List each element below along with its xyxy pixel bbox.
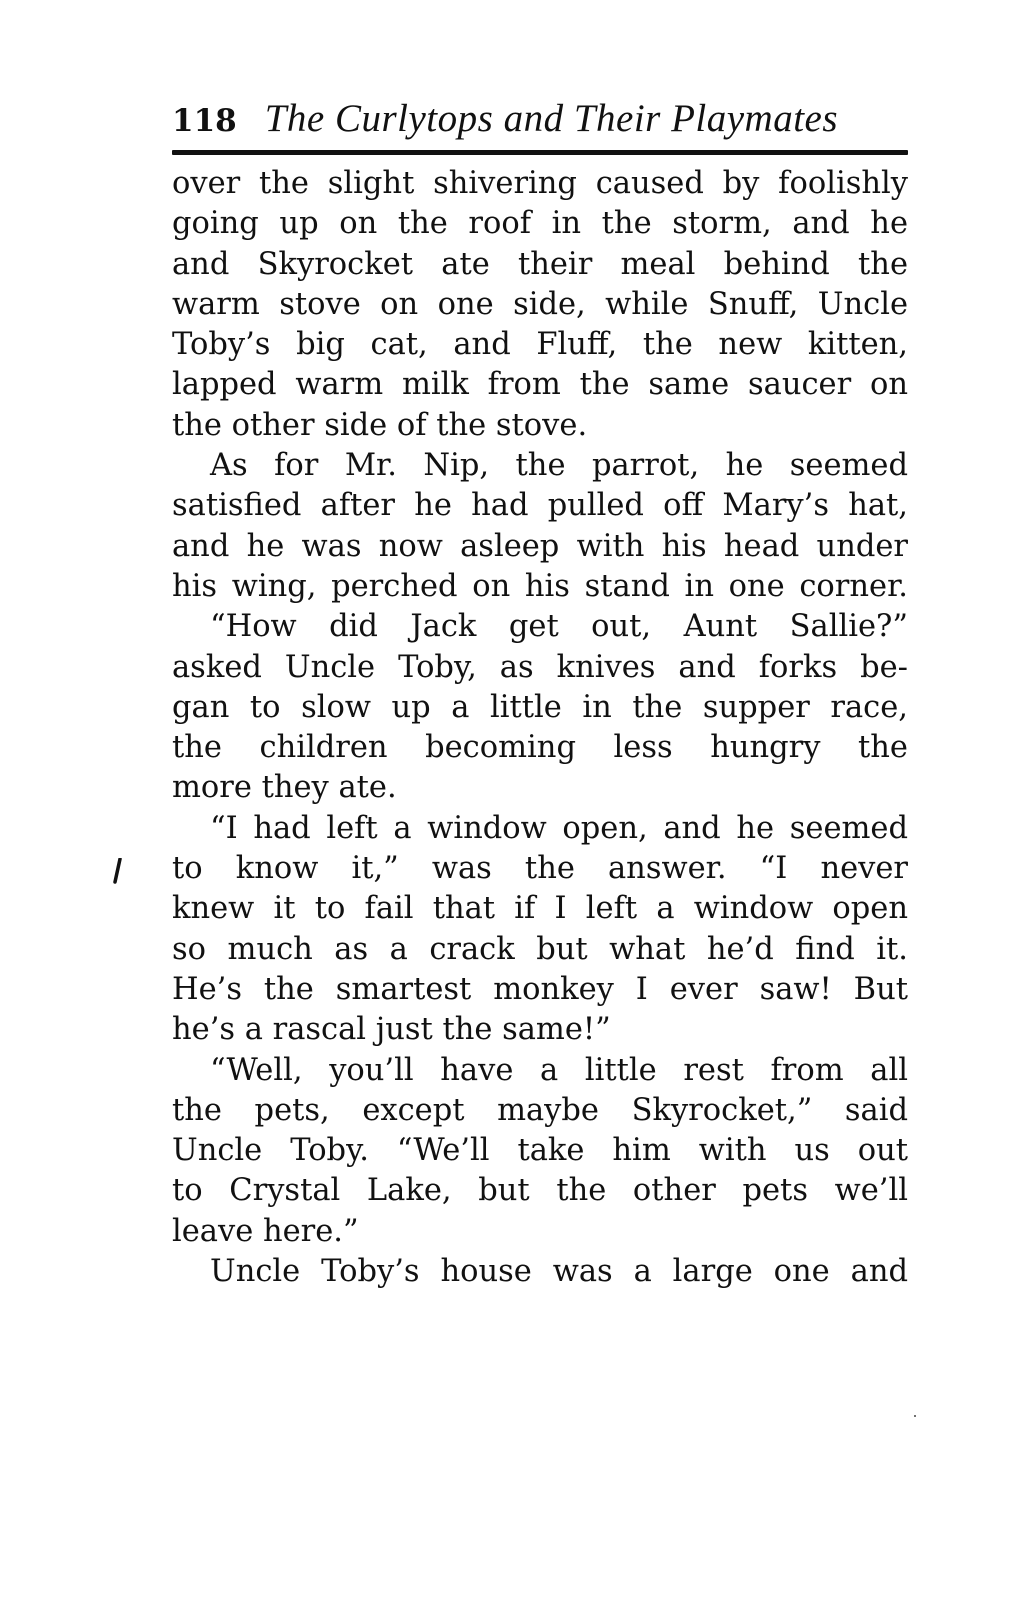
- text-line: lapped warm milk from the same saucer on: [172, 367, 908, 403]
- text-line: his wing, perched on his stand in one corner.: [172, 568, 908, 604]
- text-line: to Crystal Lake, but the other pets we’ll: [172, 1173, 908, 1209]
- header-rule: [172, 150, 908, 155]
- text-line: gan to slow up a little in the supper race,: [172, 689, 908, 725]
- text-line: going up on the roof in the storm, and he: [172, 206, 908, 242]
- text-line: the pets, except maybe Skyrocket,” said: [172, 1092, 908, 1128]
- pencil-mark-icon: [112, 858, 122, 884]
- text-line: over the slight shivering caused by foolishly: [172, 166, 908, 201]
- text-line: “How did Jack get out, Aunt Sallie?”: [210, 609, 908, 645]
- text-line: leave here.”: [172, 1213, 359, 1249]
- text-line: he’s a rascal just the same!”: [172, 1012, 611, 1048]
- text-line: asked Uncle Toby, as knives and forks be-: [172, 649, 908, 685]
- text-line: to know it,” was the answer. “I never: [172, 851, 908, 887]
- text-line: so much as a crack but what he’d find it.: [172, 931, 908, 967]
- text-line: satisfied after he had pulled off Mary’s hat,: [172, 488, 908, 524]
- text-line: He’s the smartest monkey I ever saw! But: [172, 971, 908, 1007]
- text-line: knew it to fail that if I left a window open: [172, 891, 908, 927]
- text-line: “I had left a window open, and he seemed: [210, 810, 908, 846]
- text-line: “Well, you’ll have a little rest from all: [210, 1052, 908, 1088]
- text-line: warm stove on one side, while Snuff, Uncle: [172, 286, 908, 322]
- text-line: the other side of the stove.: [172, 407, 588, 443]
- text-line: more they ate.: [172, 770, 397, 806]
- text-line: and he was now asleep with his head under: [172, 528, 908, 564]
- page-number: 118: [172, 103, 237, 139]
- body-text: [172, 164, 908, 1292]
- text-line: and Skyrocket ate their meal behind the: [172, 246, 908, 282]
- paper-speck: [914, 1415, 916, 1417]
- text-line: the children becoming less hungry the: [172, 730, 908, 766]
- page-header: [172, 96, 908, 144]
- text-line: Uncle Toby’s house was a large one and: [210, 1254, 908, 1290]
- running-title: The Curlytops and Their Playmates: [264, 97, 839, 140]
- text-line: Toby’s big cat, and Fluff, the new kitten,: [172, 327, 908, 363]
- text-line: As for Mr. Nip, the parrot, he seemed: [210, 448, 908, 484]
- text-line: Uncle Toby. “We’ll take him with us out: [172, 1133, 908, 1169]
